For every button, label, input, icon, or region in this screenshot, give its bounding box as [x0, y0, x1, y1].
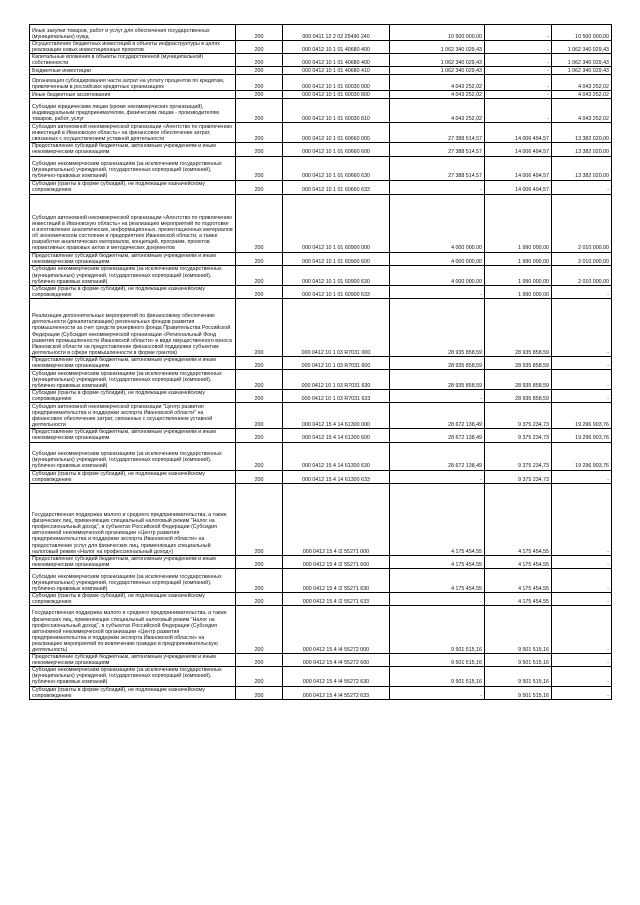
cell-budget-classification-code: 000 0412 15 4 I4 55272 600: [283, 654, 390, 667]
cell-approved-amount: 1 062 340 029,43: [390, 54, 485, 67]
cell-budget-classification-code: 000 0412 10 1 01 60030 000: [283, 75, 390, 91]
table-row: [30, 252, 612, 265]
table-row: [30, 123, 612, 143]
cell-approved-amount: 4 000 000,00: [390, 194, 485, 252]
cell-executed-amount: 4 175 454,55: [485, 483, 552, 555]
table-row: [30, 555, 612, 568]
cell-executed-amount: -: [485, 54, 552, 67]
table-row: [30, 470, 612, 483]
cell-line-code: 200: [236, 403, 283, 429]
cell-approved-amount: 10 500 000,00: [390, 25, 485, 41]
cell-approved-amount: 27 388 514,57: [390, 143, 485, 156]
cell-line-code: 200: [236, 265, 283, 285]
table-row: [30, 370, 612, 390]
table-row: [30, 67, 612, 75]
cell-budget-classification-code: 000 0412 10 1 01 60030 810: [283, 99, 390, 123]
cell-line-code: 200: [236, 370, 283, 390]
cell-expenditure-name: Предоставление субсидий бюджетным, автономным учреждениям и иным некоммерческим организациям: [30, 555, 236, 568]
cell-approved-amount: -: [390, 686, 485, 699]
cell-expenditure-name: Иные закупки товаров, работ и услуг для обеспечения государственных (муниципальных) нужд: [30, 25, 236, 41]
cell-budget-classification-code: 000 0412 10 1 01 60900 633: [283, 285, 390, 298]
table-row: [30, 592, 612, 605]
cell-approved-amount: 1 062 340 029,43: [390, 41, 485, 54]
cell-budget-classification-code: 000 0412 10 1 03 R7031 000: [283, 298, 390, 356]
cell-executed-amount: 9 375 234,73: [485, 442, 552, 470]
cell-expenditure-name: Субсидия автономной некоммерческой организации «Агентство по привлечению инвестиций в Ивановскую область» на реализацию мероприятий по подготовке и изготовлению аналитических, информационных, презентационных материалов об экономическом состоянии и предприятиях Ивановской области, а также разработке аналитических материалов, концепций, программ, проектов нормативных правовых актов и методических документов: [30, 194, 236, 252]
cell-line-code: 200: [236, 606, 283, 654]
cell-line-code: 200: [236, 156, 283, 180]
table-row: [30, 654, 612, 667]
cell-approved-amount: 4 043 252,02: [390, 99, 485, 123]
cell-executed-amount: 9 375 234,73: [485, 403, 552, 429]
cell-remaining-amount: 13 382 020,00: [552, 156, 612, 180]
cell-approved-amount: 4 000 000,00: [390, 252, 485, 265]
cell-budget-classification-code: 000 0412 15 4 I2 55271 630: [283, 568, 390, 592]
cell-expenditure-name: Субсидия автономной некоммерческой организации «Агентство по привлечению инвестиций в Ивановскую область» на финансовое обеспечение затрат, связанных с осуществлением уставной деятельности: [30, 123, 236, 143]
cell-expenditure-name: Субсидии (гранты в форме субсидий), не подлежащие казначейскому сопровождению: [30, 285, 236, 298]
cell-remaining-amount: -: [552, 483, 612, 555]
cell-approved-amount: 1 062 340 029,43: [390, 67, 485, 75]
cell-line-code: 200: [236, 442, 283, 470]
cell-expenditure-name: Предоставление субсидий бюджетным, автономным учреждениям и иным некоммерческим организациям: [30, 252, 236, 265]
cell-approved-amount: -: [390, 470, 485, 483]
cell-remaining-amount: -: [552, 470, 612, 483]
cell-expenditure-name: Субсидии (гранты в форме субсидий), не подлежащие казначейскому сопровождению: [30, 592, 236, 605]
cell-remaining-amount: 19 296 903,76: [552, 429, 612, 442]
cell-expenditure-name: Субсидии юридическим лицам (кроме некоммерческих организаций), индивидуальным предпринимателям, физическим лицам - производителям товаров, работ, услуг: [30, 99, 236, 123]
cell-line-code: 200: [236, 67, 283, 75]
cell-line-code: 200: [236, 285, 283, 298]
cell-expenditure-name: Государственная поддержка малого и среднего предпринимательства, а также физических лиц, применяющих специальный налоговый режим "Налог на профессиональный доход", в субъектах Российской Федерации (Субсидия автономной некоммерческой организации «Центр развития предпринимательства и поддержки экспорта Ивановской области» на реализацию мероприятий по вовлечению граждан в предпринимательскую деятельность): [30, 606, 236, 654]
cell-approved-amount: 28 935 858,59: [390, 298, 485, 356]
cell-remaining-amount: 13 382 020,00: [552, 143, 612, 156]
cell-approved-amount: 4 043 252,02: [390, 91, 485, 99]
cell-line-code: 200: [236, 91, 283, 99]
cell-expenditure-name: Субсидия автономной некоммерческой организации "Центр развития предпринимательства и поддержки экспорта Ивановской области" на финансовое обеспечение затрат, связанных с осуществлением уставной деятельности: [30, 403, 236, 429]
cell-approved-amount: -: [390, 180, 485, 194]
cell-remaining-amount: 13 382 020,00: [552, 123, 612, 143]
cell-executed-amount: 4 175 454,55: [485, 555, 552, 568]
cell-executed-amount: -: [485, 75, 552, 91]
cell-expenditure-name: Предоставление субсидий бюджетным, автономным учреждениям и иным некоммерческим организациям: [30, 356, 236, 369]
table-row: [30, 356, 612, 369]
cell-expenditure-name: Предоставление субсидий бюджетным, автономным учреждениям и иным некоммерческим организациям: [30, 654, 236, 667]
cell-approved-amount: 9 501 515,16: [390, 654, 485, 667]
cell-line-code: 200: [236, 667, 283, 686]
cell-expenditure-name: Предоставление субсидий бюджетным, автономным учреждениям и иным некоммерческим организациям: [30, 143, 236, 156]
cell-budget-classification-code: 000 0412 15 4 14 61300 630: [283, 442, 390, 470]
cell-remaining-amount: 10 500 000,00: [552, 25, 612, 41]
cell-line-code: 200: [236, 75, 283, 91]
cell-approved-amount: 28 672 138,49: [390, 403, 485, 429]
table-row: [30, 298, 612, 356]
cell-expenditure-name: Капитальные вложения в объекты государственной (муниципальной) собственности: [30, 54, 236, 67]
table-body: [30, 25, 612, 700]
cell-remaining-amount: -: [552, 686, 612, 699]
cell-executed-amount: 28 935 858,59: [485, 356, 552, 369]
cell-budget-classification-code: 000 0412 10 1 01 40680 400: [283, 41, 390, 54]
cell-expenditure-name: Осуществление бюджетных инвестиций в объекты инфраструктуры в целях реализации новых инвестиционных проектов: [30, 41, 236, 54]
cell-budget-classification-code: 000 0412 10 1 01 60900 630: [283, 265, 390, 285]
cell-line-code: 200: [236, 180, 283, 194]
cell-executed-amount: 4 175 454,55: [485, 568, 552, 592]
cell-budget-classification-code: 000 0411 12 2 02 25490 240: [283, 25, 390, 41]
cell-line-code: 200: [236, 356, 283, 369]
cell-executed-amount: -: [485, 99, 552, 123]
cell-expenditure-name: Реализация дополнительных мероприятий по финансовому обеспечению деятельности (докапитализации) региональных фондов развития промышленности за счет средств резервного фонда Правительства Российской Федерации (Субсидия некоммерческой организации «Региональный Фонд развития промышленности Ивановской области» в виде имущественного взноса Ивановской области на предоставление финансовой поддержки субъектам деятельности в сфере промышленности в форме грантов): [30, 298, 236, 356]
cell-executed-amount: 9 375 234,73: [485, 429, 552, 442]
cell-line-code: 200: [236, 654, 283, 667]
cell-budget-classification-code: 000 0412 15 4 I4 55272 000: [283, 606, 390, 654]
cell-remaining-amount: -: [552, 180, 612, 194]
cell-executed-amount: 1 990 000,00: [485, 194, 552, 252]
table-row: [30, 75, 612, 91]
cell-expenditure-name: Субсидии (гранты в форме субсидий), не подлежащие казначейскому сопровождению: [30, 390, 236, 403]
cell-executed-amount: 9 375 234,73: [485, 470, 552, 483]
cell-executed-amount: 1 990 000,00: [485, 265, 552, 285]
cell-executed-amount: -: [485, 25, 552, 41]
cell-remaining-amount: 1 062 340 029,43: [552, 54, 612, 67]
cell-remaining-amount: 4 043 252,02: [552, 91, 612, 99]
table-row: [30, 403, 612, 429]
cell-expenditure-name: Субсидии некоммерческим организациям (за исключением государственных (муниципальных) учреждений, государственных корпораций (компаний), публично-правовых компаний): [30, 442, 236, 470]
cell-budget-classification-code: 000 0412 10 1 01 60660 633: [283, 180, 390, 194]
cell-approved-amount: 4 175 454,55: [390, 483, 485, 555]
cell-line-code: 200: [236, 54, 283, 67]
table-row: [30, 686, 612, 699]
cell-executed-amount: -: [485, 41, 552, 54]
cell-budget-classification-code: 000 0412 10 1 01 60660 630: [283, 156, 390, 180]
cell-remaining-amount: -: [552, 568, 612, 592]
cell-executed-amount: 28 935 858,59: [485, 370, 552, 390]
cell-approved-amount: 28 935 858,59: [390, 356, 485, 369]
cell-line-code: 200: [236, 99, 283, 123]
cell-approved-amount: 4 175 454,55: [390, 555, 485, 568]
cell-line-code: 200: [236, 686, 283, 699]
cell-budget-classification-code: 000 0412 10 1 03 R7031 633: [283, 390, 390, 403]
cell-budget-classification-code: 000 0412 10 1 01 60660 000: [283, 123, 390, 143]
cell-line-code: 200: [236, 41, 283, 54]
cell-executed-amount: 4 175 454,55: [485, 592, 552, 605]
cell-line-code: 200: [236, 143, 283, 156]
cell-budget-classification-code: 000 0412 10 1 01 60660 600: [283, 143, 390, 156]
cell-executed-amount: 28 935 858,59: [485, 390, 552, 403]
cell-approved-amount: 9 501 515,16: [390, 606, 485, 654]
cell-expenditure-name: Бюджетные инвестиции: [30, 67, 236, 75]
table-row: [30, 667, 612, 686]
cell-remaining-amount: -: [552, 298, 612, 356]
cell-remaining-amount: 19 296 903,76: [552, 403, 612, 429]
cell-expenditure-name: Субсидии некоммерческим организациям (за исключением государственных (муниципальных) учреждений, государственных корпораций (компаний), публично-правовых компаний): [30, 568, 236, 592]
table-row: [30, 25, 612, 41]
cell-executed-amount: 1 990 000,00: [485, 285, 552, 298]
cell-remaining-amount: 4 043 252,02: [552, 75, 612, 91]
cell-line-code: 200: [236, 483, 283, 555]
cell-remaining-amount: -: [552, 555, 612, 568]
cell-approved-amount: 28 672 138,49: [390, 429, 485, 442]
table-row: [30, 194, 612, 252]
cell-budget-classification-code: 000 0412 10 1 03 R7031 630: [283, 370, 390, 390]
cell-remaining-amount: 4 043 252,02: [552, 99, 612, 123]
cell-executed-amount: 9 501 515,16: [485, 654, 552, 667]
cell-remaining-amount: -: [552, 654, 612, 667]
cell-expenditure-name: Иные бюджетные ассигнования: [30, 91, 236, 99]
cell-executed-amount: 14 006 494,57: [485, 180, 552, 194]
cell-budget-classification-code: 000 0412 15 4 I2 55271 000: [283, 483, 390, 555]
cell-budget-classification-code: 000 0412 10 1 01 60900 000: [283, 194, 390, 252]
cell-approved-amount: -: [390, 285, 485, 298]
cell-expenditure-name: Организация субсидирования части затрат на уплату процентов по кредитам, привлеченным в российских кредитных организациях: [30, 75, 236, 91]
cell-executed-amount: 1 990 000,00: [485, 252, 552, 265]
cell-remaining-amount: 1 062 340 029,43: [552, 67, 612, 75]
cell-line-code: 200: [236, 429, 283, 442]
cell-budget-classification-code: 000 0412 10 1 01 60030 800: [283, 91, 390, 99]
cell-budget-classification-code: 000 0412 15 4 I2 55271 633: [283, 592, 390, 605]
cell-expenditure-name: Субсидии некоммерческим организациям (за исключением государственных (муниципальных) учреждений, государственных корпораций (компаний), публично-правовых компаний): [30, 370, 236, 390]
table-row: [30, 483, 612, 555]
cell-budget-classification-code: 000 0412 10 1 01 40680 400: [283, 54, 390, 67]
cell-approved-amount: -: [390, 592, 485, 605]
cell-approved-amount: 27 388 514,57: [390, 156, 485, 180]
cell-executed-amount: 14 006 494,57: [485, 143, 552, 156]
cell-remaining-amount: 2 010 000,00: [552, 265, 612, 285]
table-row: [30, 143, 612, 156]
table-row: [30, 285, 612, 298]
cell-line-code: 200: [236, 194, 283, 252]
cell-approved-amount: 9 501 515,16: [390, 667, 485, 686]
table-row: [30, 390, 612, 403]
budget-expenditure-table: [29, 24, 612, 700]
cell-remaining-amount: 1 062 340 029,43: [552, 41, 612, 54]
cell-expenditure-name: Субсидии некоммерческим организациям (за исключением государственных (муниципальных) учреждений, государственных корпораций (компаний), публично-правовых компаний): [30, 265, 236, 285]
cell-budget-classification-code: 000 0412 15 4 I2 55271 600: [283, 555, 390, 568]
cell-line-code: 200: [236, 470, 283, 483]
cell-budget-classification-code: 000 0412 10 1 01 60900 600: [283, 252, 390, 265]
table-row: [30, 429, 612, 442]
cell-executed-amount: -: [485, 91, 552, 99]
table-row: [30, 606, 612, 654]
cell-line-code: 200: [236, 298, 283, 356]
cell-executed-amount: 9 501 515,16: [485, 667, 552, 686]
cell-approved-amount: 4 043 252,02: [390, 75, 485, 91]
cell-expenditure-name: Субсидии (гранты в форме субсидий), не подлежащие казначейскому сопровождению: [30, 180, 236, 194]
cell-approved-amount: 28 935 858,59: [390, 370, 485, 390]
cell-expenditure-name: Субсидии (гранты в форме субсидий), не подлежащие казначейскому сопровождению: [30, 470, 236, 483]
cell-expenditure-name: Субсидии некоммерческим организациям (за исключением государственных (муниципальных) учреждений, государственных корпораций (компаний), публично-правовых компаний): [30, 156, 236, 180]
cell-line-code: 200: [236, 123, 283, 143]
budget-report-sheet: [29, 24, 611, 700]
cell-line-code: 200: [236, 568, 283, 592]
table-row: [30, 91, 612, 99]
cell-remaining-amount: -: [552, 606, 612, 654]
table-row: [30, 54, 612, 67]
cell-budget-classification-code: 000 0412 15 4 14 61300 000: [283, 403, 390, 429]
cell-remaining-amount: -: [552, 667, 612, 686]
table-row: [30, 41, 612, 54]
cell-remaining-amount: 19 296 903,76: [552, 442, 612, 470]
cell-remaining-amount: -: [552, 285, 612, 298]
cell-remaining-amount: -: [552, 390, 612, 403]
cell-executed-amount: 14 006 494,57: [485, 123, 552, 143]
table-row: [30, 99, 612, 123]
cell-line-code: 200: [236, 25, 283, 41]
cell-executed-amount: -: [485, 67, 552, 75]
cell-line-code: 200: [236, 390, 283, 403]
cell-line-code: 200: [236, 555, 283, 568]
cell-remaining-amount: -: [552, 356, 612, 369]
cell-expenditure-name: Государственная поддержка малого и среднего предпринимательства, а также физических лиц, применяющих специальный налоговый режим "Налог на профессиональный доход", в субъектах Российской Федерации (Субсидия автономной некоммерческой организации «Центр развития предпринимательства и поддержки экспорта Ивановской области» на предоставление услуг для физических лиц, применяющих специальный налоговый режим «Налог на профессиональный доход»): [30, 483, 236, 555]
cell-budget-classification-code: 000 0412 15 4 14 61300 633: [283, 470, 390, 483]
table-row: [30, 442, 612, 470]
table-row: [30, 265, 612, 285]
table-row: [30, 156, 612, 180]
cell-executed-amount: 9 501 515,16: [485, 606, 552, 654]
cell-budget-classification-code: 000 0412 15 4 I4 55272 633: [283, 686, 390, 699]
table-row: [30, 568, 612, 592]
cell-budget-classification-code: 000 0412 15 4 14 61300 600: [283, 429, 390, 442]
cell-line-code: 200: [236, 252, 283, 265]
cell-budget-classification-code: 000 0412 10 1 01 40680 410: [283, 67, 390, 75]
cell-approved-amount: -: [390, 390, 485, 403]
cell-executed-amount: 14 006 494,57: [485, 156, 552, 180]
cell-approved-amount: 4 175 454,55: [390, 568, 485, 592]
cell-remaining-amount: 2 010 000,00: [552, 194, 612, 252]
table-row: [30, 180, 612, 194]
cell-approved-amount: 4 000 000,00: [390, 265, 485, 285]
cell-approved-amount: 27 388 514,57: [390, 123, 485, 143]
cell-budget-classification-code: 000 0412 15 4 I4 55272 630: [283, 667, 390, 686]
cell-approved-amount: 28 672 138,49: [390, 442, 485, 470]
cell-expenditure-name: Субсидии (гранты в форме субсидий), не подлежащие казначейскому сопровождению: [30, 686, 236, 699]
cell-expenditure-name: Предоставление субсидий бюджетным, автономным учреждениям и иным некоммерческим организациям: [30, 429, 236, 442]
cell-remaining-amount: 2 010 000,00: [552, 252, 612, 265]
cell-budget-classification-code: 000 0412 10 1 03 R7031 600: [283, 356, 390, 369]
cell-line-code: 200: [236, 592, 283, 605]
cell-expenditure-name: Субсидии некоммерческим организациям (за исключением государственных (муниципальных) учреждений, государственных корпораций (компаний), публично-правовых компаний): [30, 667, 236, 686]
cell-remaining-amount: -: [552, 592, 612, 605]
cell-remaining-amount: -: [552, 370, 612, 390]
cell-executed-amount: 9 501 515,16: [485, 686, 552, 699]
cell-executed-amount: 28 935 858,59: [485, 298, 552, 356]
